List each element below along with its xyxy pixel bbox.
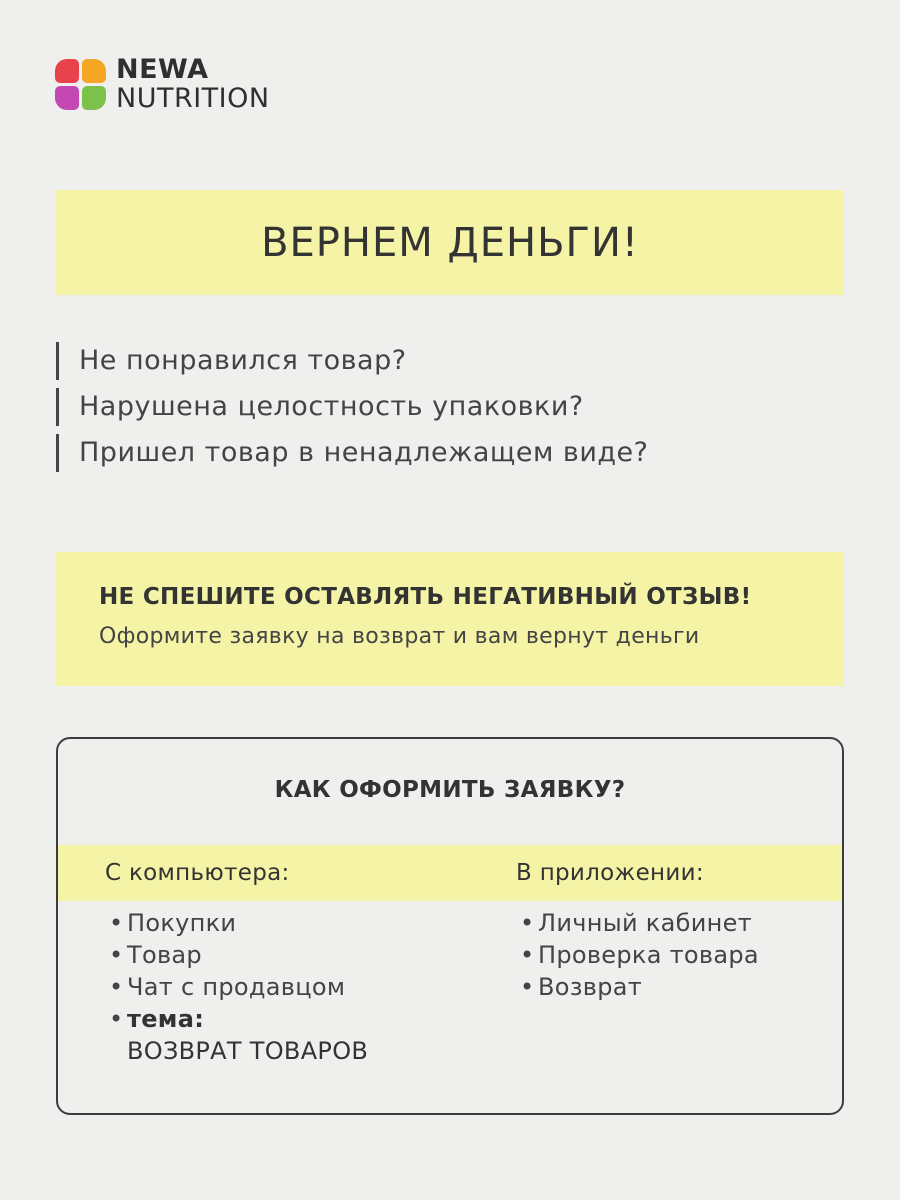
question-item: Пришел товар в ненадлежащем виде? — [56, 434, 656, 472]
list-item — [516, 971, 759, 1003]
logo-mark-icon — [55, 59, 106, 110]
step-label: Проверка товара — [538, 941, 759, 969]
questions-list — [56, 342, 756, 480]
step-label: Возврат — [538, 973, 643, 1001]
bullet-icon: • — [520, 941, 535, 969]
howto-card — [56, 737, 844, 1115]
desktop-heading: С компьютера: — [105, 860, 290, 886]
desktop-column — [105, 845, 368, 1067]
bullet-icon: • — [520, 973, 535, 1001]
howto-title: КАК ОФОРМИТЬ ЗАЯВКУ? — [274, 777, 626, 803]
logo-line1: NEWA — [116, 54, 209, 85]
list-item — [516, 907, 759, 939]
notice-title: НЕ СПЕШИТЕ ОСТАВЛЯТЬ НЕГАТИВНЫЙ ОТЗЫВ! — [99, 584, 752, 610]
step-label: Покупки — [127, 909, 237, 937]
question-item: Не понравился товар? — [56, 342, 756, 380]
bullet-icon: • — [109, 973, 124, 1001]
app-column — [516, 845, 759, 1003]
desktop-steps — [105, 907, 368, 1067]
question-item: Нарушена целостность упаковки? — [56, 388, 756, 426]
app-heading: В приложении: — [516, 860, 704, 886]
list-item — [105, 907, 368, 939]
list-item — [105, 971, 368, 1003]
step-label: Товар — [127, 941, 202, 969]
step-label: Личный кабинет — [538, 909, 752, 937]
notice-subtitle: Оформите заявку на возврат и вам вернут деньги — [99, 624, 700, 649]
logo-text — [116, 56, 270, 112]
bullet-icon: • — [109, 941, 124, 969]
app-steps — [516, 907, 759, 1003]
notice-box — [56, 552, 844, 686]
bullet-icon: • — [520, 909, 535, 937]
list-item — [105, 1003, 368, 1067]
topic-label: тема: — [127, 1005, 205, 1033]
bullet-icon: • — [109, 1005, 124, 1033]
logo-line2: NUTRITION — [116, 83, 270, 114]
step-label: Чат с продавцом — [127, 973, 346, 1001]
banner-title: ВЕРНЕМ ДЕНЬГИ! — [261, 219, 639, 266]
list-item — [516, 939, 759, 971]
main-banner — [56, 190, 844, 295]
brand-logo — [55, 56, 270, 112]
topic-value: ВОЗВРАТ ТОВАРОВ — [127, 1037, 369, 1065]
bullet-icon: • — [109, 909, 124, 937]
list-item — [105, 939, 368, 971]
